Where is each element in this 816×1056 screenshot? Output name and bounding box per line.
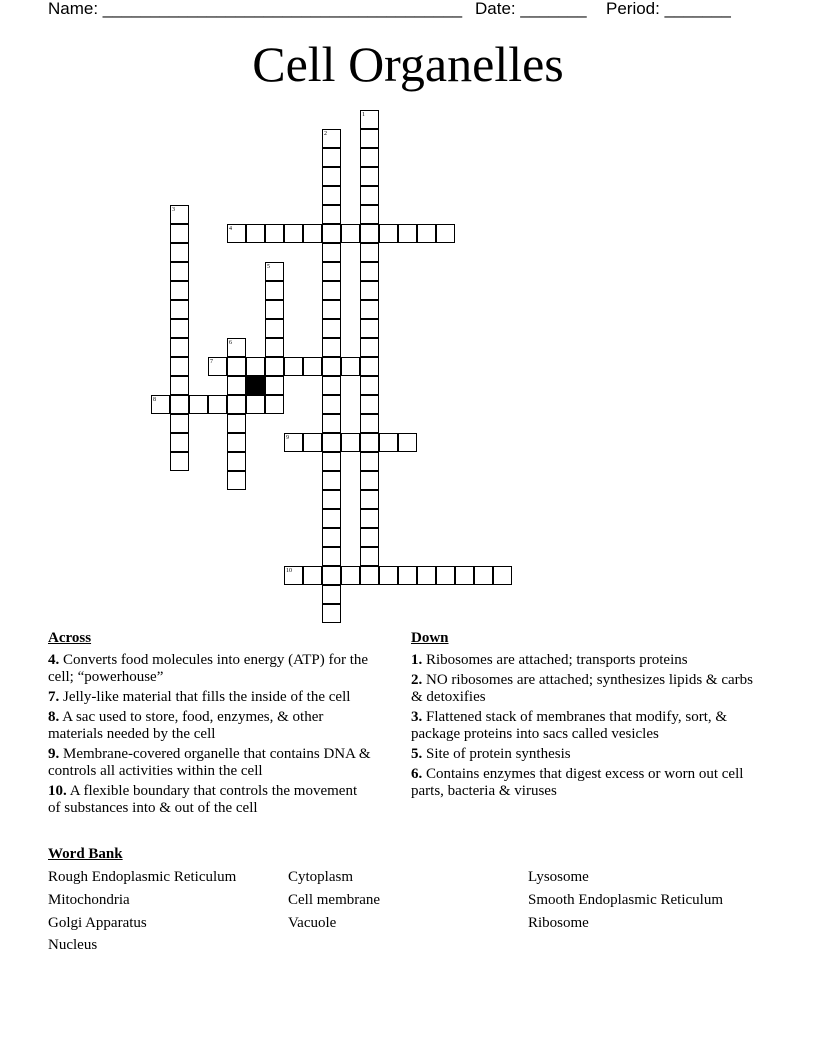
crossword-cell[interactable] — [322, 338, 341, 357]
crossword-cell[interactable] — [227, 433, 246, 452]
crossword-cell[interactable] — [170, 357, 189, 376]
worksheet-title: Cell Organelles — [252, 36, 564, 92]
crossword-cell[interactable] — [189, 395, 208, 414]
crossword-cell[interactable] — [227, 414, 246, 433]
crossword-cell[interactable] — [360, 300, 379, 319]
crossword-cell[interactable] — [265, 395, 284, 414]
clue-number-label: 9 — [286, 435, 289, 441]
word-bank-word: Ribosome — [528, 915, 589, 931]
crossword-cell[interactable] — [360, 148, 379, 167]
crossword-cell[interactable] — [303, 357, 322, 376]
crossword-cell[interactable] — [360, 262, 379, 281]
down-clues — [411, 630, 756, 803]
crossword-cell[interactable] — [322, 547, 341, 566]
crossword-cell[interactable] — [322, 528, 341, 547]
blocked-cell — [246, 376, 265, 395]
across-clue — [48, 652, 373, 686]
down-clue — [411, 766, 756, 800]
crossword-cell[interactable] — [322, 319, 341, 338]
clue-number-label: 2 — [324, 131, 327, 137]
name-field[interactable]: Name: ______________________________________ — [48, 0, 463, 18]
crossword-cell[interactable] — [170, 376, 189, 395]
clue-number: 9. — [48, 746, 60, 762]
down-clue — [411, 652, 756, 669]
across-clue — [48, 783, 373, 817]
clue-text: Site of protein synthesis — [426, 746, 571, 762]
crossword-cell[interactable] — [360, 319, 379, 338]
crossword-cell[interactable] — [284, 224, 303, 243]
crossword-cell[interactable] — [322, 224, 341, 243]
crossword-cell[interactable] — [170, 300, 189, 319]
clue-number: 8. — [48, 709, 60, 725]
crossword-cell[interactable] — [322, 167, 341, 186]
crossword-cell[interactable] — [341, 224, 360, 243]
crossword-cell[interactable] — [360, 509, 379, 528]
clue-number: 4. — [48, 652, 60, 668]
crossword-cell[interactable] — [322, 186, 341, 205]
across-heading: Across — [48, 630, 92, 646]
clue-number-label: 7 — [210, 359, 213, 365]
crossword-cell[interactable] — [360, 338, 379, 357]
across-clue — [48, 709, 373, 743]
clue-number-label: 1 — [362, 112, 365, 118]
crossword-cell[interactable] — [170, 243, 189, 262]
crossword-cell[interactable] — [360, 395, 379, 414]
crossword-cell[interactable] — [265, 376, 284, 395]
crossword-cell[interactable] — [398, 224, 417, 243]
crossword-cell[interactable] — [322, 566, 341, 585]
crossword-cell[interactable] — [265, 319, 284, 338]
crossword-cell[interactable] — [360, 243, 379, 262]
crossword-cell[interactable] — [322, 452, 341, 471]
crossword-cell[interactable] — [227, 395, 246, 414]
down-heading: Down — [411, 630, 449, 646]
clue-text: A flexible boundary that controls the movement of substances into & out of the cell — [48, 783, 358, 816]
crossword-cell[interactable] — [322, 471, 341, 490]
crossword-cell[interactable] — [322, 376, 341, 395]
crossword-cell[interactable] — [170, 414, 189, 433]
crossword-cell[interactable] — [474, 566, 493, 585]
crossword-cell[interactable] — [227, 357, 246, 376]
crossword-cell[interactable] — [170, 262, 189, 281]
across-clue — [48, 746, 373, 780]
crossword-cell[interactable] — [398, 433, 417, 452]
word-bank-word: Cell membrane — [288, 892, 381, 908]
crossword-cell[interactable] — [284, 357, 303, 376]
clue-number: 7. — [48, 689, 60, 705]
crossword-cell[interactable] — [170, 281, 189, 300]
clue-number: 5. — [411, 746, 423, 762]
crossword-cell[interactable] — [246, 395, 265, 414]
crossword-cell[interactable] — [360, 205, 379, 224]
crossword-cell[interactable] — [417, 224, 436, 243]
crossword-cell[interactable] — [360, 186, 379, 205]
clue-number-label: 4 — [229, 226, 232, 232]
crossword-cell[interactable] — [398, 566, 417, 585]
down-clue — [411, 672, 756, 706]
crossword-cell[interactable] — [303, 566, 322, 585]
crossword-cell[interactable] — [322, 585, 341, 604]
crossword-cell[interactable] — [322, 414, 341, 433]
crossword-cell[interactable] — [208, 395, 227, 414]
crossword-cell[interactable] — [322, 509, 341, 528]
clue-text: Ribosomes are attached; transports proteins — [426, 652, 688, 668]
crossword-cell[interactable] — [322, 281, 341, 300]
word-bank-word: Golgi Apparatus — [48, 915, 147, 931]
word-bank-word: Smooth Endoplasmic Reticulum — [528, 892, 723, 908]
crossword-cell[interactable] — [493, 566, 512, 585]
crossword-cell[interactable] — [417, 566, 436, 585]
word-bank-word: Nucleus — [48, 937, 98, 953]
crossword-cell[interactable] — [265, 357, 284, 376]
crossword-cell[interactable] — [170, 433, 189, 452]
clue-number-label: 10 — [286, 568, 292, 574]
clue-number-label: 6 — [229, 340, 232, 346]
period-field[interactable]: Period: _______ — [606, 0, 731, 18]
crossword-cell[interactable] — [322, 300, 341, 319]
crossword-cell[interactable] — [341, 433, 360, 452]
date-field[interactable]: Date: _______ — [475, 0, 587, 18]
down-clue — [411, 746, 756, 763]
clue-number: 10. — [48, 783, 67, 799]
crossword-cell[interactable] — [170, 338, 189, 357]
crossword-cell[interactable] — [227, 471, 246, 490]
crossword-cell[interactable] — [170, 319, 189, 338]
crossword-cell[interactable] — [360, 167, 379, 186]
crossword-cell[interactable] — [227, 452, 246, 471]
clue-text: Membrane-covered organelle that contains DNA & controls all activities within the cell — [48, 746, 371, 779]
crossword-cell[interactable] — [170, 395, 189, 414]
across-clue — [48, 689, 373, 706]
crossword-cell[interactable] — [265, 300, 284, 319]
clue-number-label: 5 — [267, 264, 270, 270]
clue-number: 2. — [411, 672, 423, 688]
crossword-cell[interactable] — [246, 224, 265, 243]
crossword-cell[interactable] — [303, 433, 322, 452]
word-bank-word: Mitochondria — [48, 892, 130, 908]
word-bank-word: Cytoplasm — [288, 869, 354, 885]
clue-text: Contains enzymes that digest excess or worn out cell parts, bacteria & viruses — [411, 766, 744, 799]
crossword-cell[interactable] — [170, 224, 189, 243]
crossword-cell[interactable] — [379, 433, 398, 452]
crossword-cell[interactable] — [265, 281, 284, 300]
crossword-cell[interactable] — [246, 357, 265, 376]
crossword-cell[interactable] — [341, 566, 360, 585]
clue-number: 1. — [411, 652, 423, 668]
crossword-cell[interactable] — [360, 528, 379, 547]
crossword-cell[interactable] — [436, 566, 455, 585]
crossword-cell[interactable] — [379, 224, 398, 243]
crossword-cell[interactable] — [360, 452, 379, 471]
crossword-cell[interactable] — [322, 490, 341, 509]
down-clue — [411, 709, 756, 743]
clue-number: 6. — [411, 766, 423, 782]
crossword-cell[interactable] — [322, 433, 341, 452]
crossword-cell[interactable] — [360, 547, 379, 566]
crossword-cell[interactable] — [322, 262, 341, 281]
crossword-cell[interactable] — [227, 376, 246, 395]
crossword-cell[interactable] — [360, 566, 379, 585]
word-bank-word: Vacuole — [288, 915, 337, 931]
clue-text: A sac used to store, food, enzymes, & other materials needed by the cell — [48, 709, 324, 742]
crossword-cell[interactable] — [322, 357, 341, 376]
clue-number: 3. — [411, 709, 423, 725]
crossword-cell[interactable] — [360, 357, 379, 376]
word-bank-word: Rough Endoplasmic Reticulum — [48, 869, 237, 885]
crossword-cell[interactable] — [360, 376, 379, 395]
crossword-cell[interactable] — [322, 243, 341, 262]
clue-number-label: 3 — [172, 207, 175, 213]
clue-text: Flattened stack of membranes that modify, sort, & package proteins into sacs called vesicles — [411, 709, 728, 742]
crossword-cell[interactable] — [455, 566, 474, 585]
crossword-cell[interactable] — [265, 224, 284, 243]
crossword-cell[interactable] — [360, 224, 379, 243]
clue-text: Jelly-like material that fills the inside of the cell — [63, 689, 351, 705]
crossword-cell[interactable] — [341, 357, 360, 376]
crossword-cell[interactable] — [360, 414, 379, 433]
crossword-cell[interactable] — [379, 566, 398, 585]
crossword-cell[interactable] — [360, 433, 379, 452]
crossword-cell[interactable] — [322, 148, 341, 167]
crossword-cell[interactable] — [360, 129, 379, 148]
clue-number-label: 8 — [153, 397, 156, 403]
crossword-cell[interactable] — [322, 205, 341, 224]
word-bank-word: Lysosome — [528, 869, 589, 885]
crossword-cell[interactable] — [322, 604, 341, 623]
clue-text: Converts food molecules into energy (ATP) for the cell; “powerhouse” — [48, 652, 369, 685]
crossword-cell[interactable] — [436, 224, 455, 243]
crossword-cell[interactable] — [360, 490, 379, 509]
crossword-cell[interactable] — [265, 338, 284, 357]
crossword-cell[interactable] — [322, 395, 341, 414]
across-clues — [48, 630, 373, 820]
crossword-cell[interactable] — [170, 452, 189, 471]
crossword-cell[interactable] — [360, 281, 379, 300]
crossword-cell[interactable] — [360, 471, 379, 490]
clue-text: NO ribosomes are attached; synthesizes lipids & carbs & detoxifies — [411, 672, 753, 705]
crossword-cell[interactable] — [303, 224, 322, 243]
word-bank-heading: Word Bank — [48, 846, 123, 862]
